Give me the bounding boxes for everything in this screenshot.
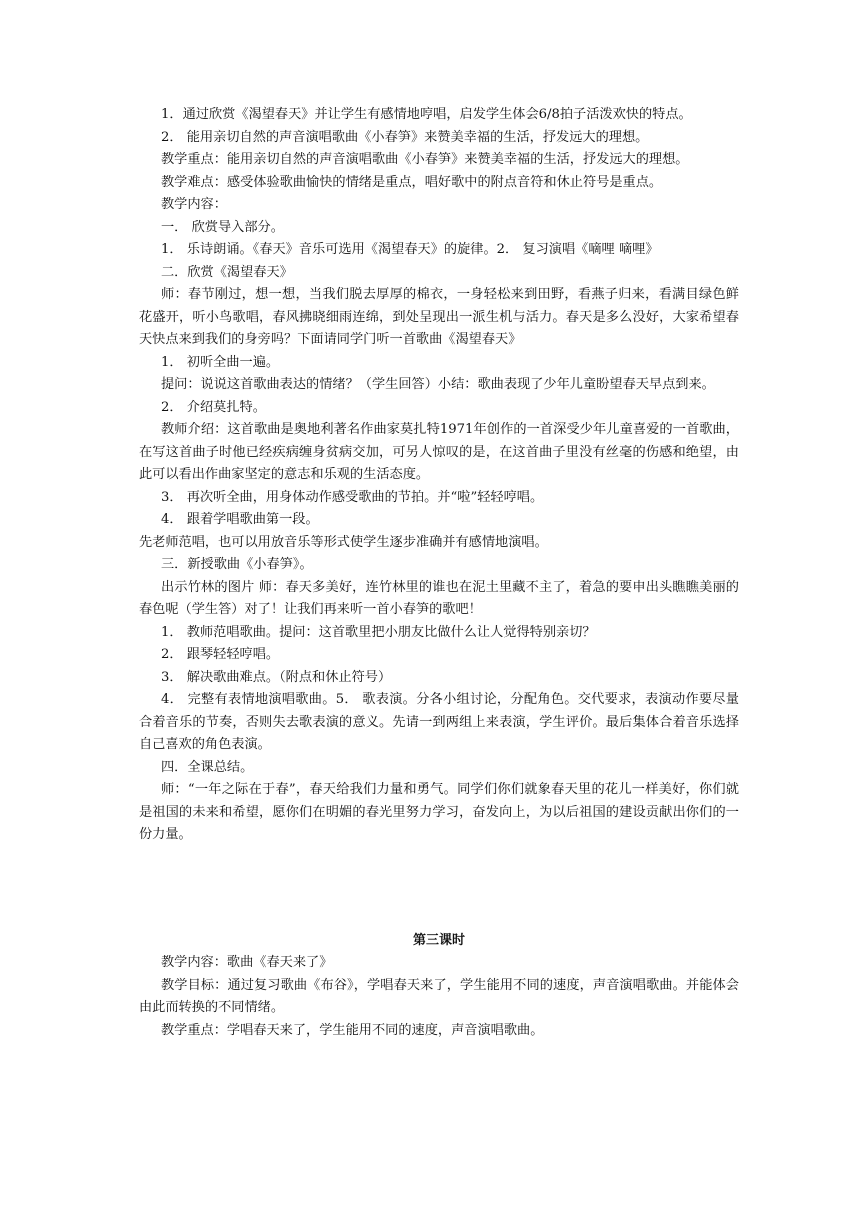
step-first-listen: 1． 初听全曲一遍。 [161,354,280,370]
objective-1: 1．通过欣赏《渴望春天》并让学生有感情地哼唱，启发学生体会6/8拍子活泼欢快的特点。 [161,107,692,122]
mozart-paragraph: 教师介绍：这首歌曲是奥地利著名作曲家莫扎特1971年创作的一首深受少年儿童喜爱的一首歌曲，在写这首曲子时他已经疾病缠身贫病交加，可另人惊叹的是，在这首曲子里没有丝毫的伤感和绝望，由此可以看出作曲家坚定的意志和乐观的生活态度。 [139,422,739,482]
part-one-heading: 一． 欣赏导入部分。 [161,219,284,235]
teacher-demo-paragraph: 先老师范唱，也可以用放音乐等形式使学生逐步准确并有感情地演唱。 [139,534,548,550]
step-listen-again: 3． 再次听全曲，用身体动作感受歌曲的节拍。并“啦”轻轻哼唱。 [161,489,544,505]
step-perform: 4． 完整有表情地演唱歌曲。5． 歌表演。分各小组讨论，分配角色。交代要求，表演动作要尽量合着音乐的节奏，否则失去歌表演的意义。先请一到两组上来表演，学生评价。最后集体合着音乐选择自己喜欢的角色表演。 [139,692,739,752]
lesson-three-objective: 教学目标：通过复习歌曲《布谷》，学唱春天来了，学生能用不同的速度，声音演唱歌曲。并能体会由此而转换的不同情绪。 [139,977,739,1015]
bamboo-paragraph: 出示竹林的图片 师：春天多美好，连竹林里的谁也在泥土里藏不主了，着急的要申出头瞧瞧美丽的春色呢（学生答）对了！让我们再来听一首小春笋的歌吧！ [139,579,739,617]
lesson-three-heading: 第三课时 [412,932,465,948]
teaching-content-label: 教学内容： [161,197,227,212]
lesson-three-content: 教学内容：歌曲《春天来了》 [161,955,333,970]
part-two-heading: 二．欣赏《渴望春天》 [161,264,293,280]
teacher-intro-paragraph: 师：春节刚过，想一想，当我们脱去厚厚的棉衣，一身轻松来到田野，看燕子归来，看满目绿色鲜花盛开，听小鸟歌唱，春风拂晓细雨连绵，到处呈现出一派生机与活力。春天是多么没好，大家希望春天快点来到我们的身旁吗？下面请同学门听一首歌曲《渴望春天》 [139,287,739,347]
part-one-steps: 1． 乐诗朗诵。《春天》音乐可选用《渴望春天》的旋律。2． 复习演唱《嘀哩 嘀哩》 [161,242,659,257]
objective-2: 2． 能用亲切自然的声音演唱歌曲《小春笋》来赞美幸福的生活，抒发远大的理想。 [161,129,649,145]
document-page [139,104,739,1042]
section-gap [139,847,739,925]
teaching-focus: 教学重点：能用亲切自然的声音演唱歌曲《小春笋》来赞美幸福的生活，抒发远大的理想。 [161,152,689,167]
teaching-difficulty: 教学难点：感受体验歌曲愉快的情绪是重点，唱好歌中的附点音符和休止符号是重点。 [161,174,663,190]
part-four-heading: 四．全课总结。 [161,759,254,775]
part-three-heading: 三．新授歌曲《小春笋》。 [161,557,313,572]
question-paragraph: 提问：说说这首歌曲表达的情绪？（学生回答）小结：歌曲表现了少年儿童盼望春天早点到来。 [161,377,715,392]
step-difficulties: 3． 解决歌曲难点。（附点和休止符号） [161,669,392,685]
step-teacher-sing: 1． 教师范唱歌曲。提问：这首歌里把小朋友比做什么让人觉得特别亲切？ [161,624,596,640]
step-hum-piano: 2． 跟琴轻轻哼唱。 [161,647,280,662]
summary-paragraph: 师：“一年之际在于春”，春天给我们力量和勇气。同学们你们就象春天里的花儿一样美好，你们就是祖国的未来和希望，愿你们在明媚的春光里努力学习，奋发向上，为以后祖国的建设贡献出你们的一份力量。 [139,782,739,842]
step-introduce-mozart: 2． 介绍莫扎特。 [161,399,266,415]
step-learn-verse: 4． 跟着学唱歌曲第一段。 [161,512,319,527]
lesson-three-focus: 教学重点：学唱春天来了，学生能用不同的速度，声音演唱歌曲。 [161,1022,544,1038]
